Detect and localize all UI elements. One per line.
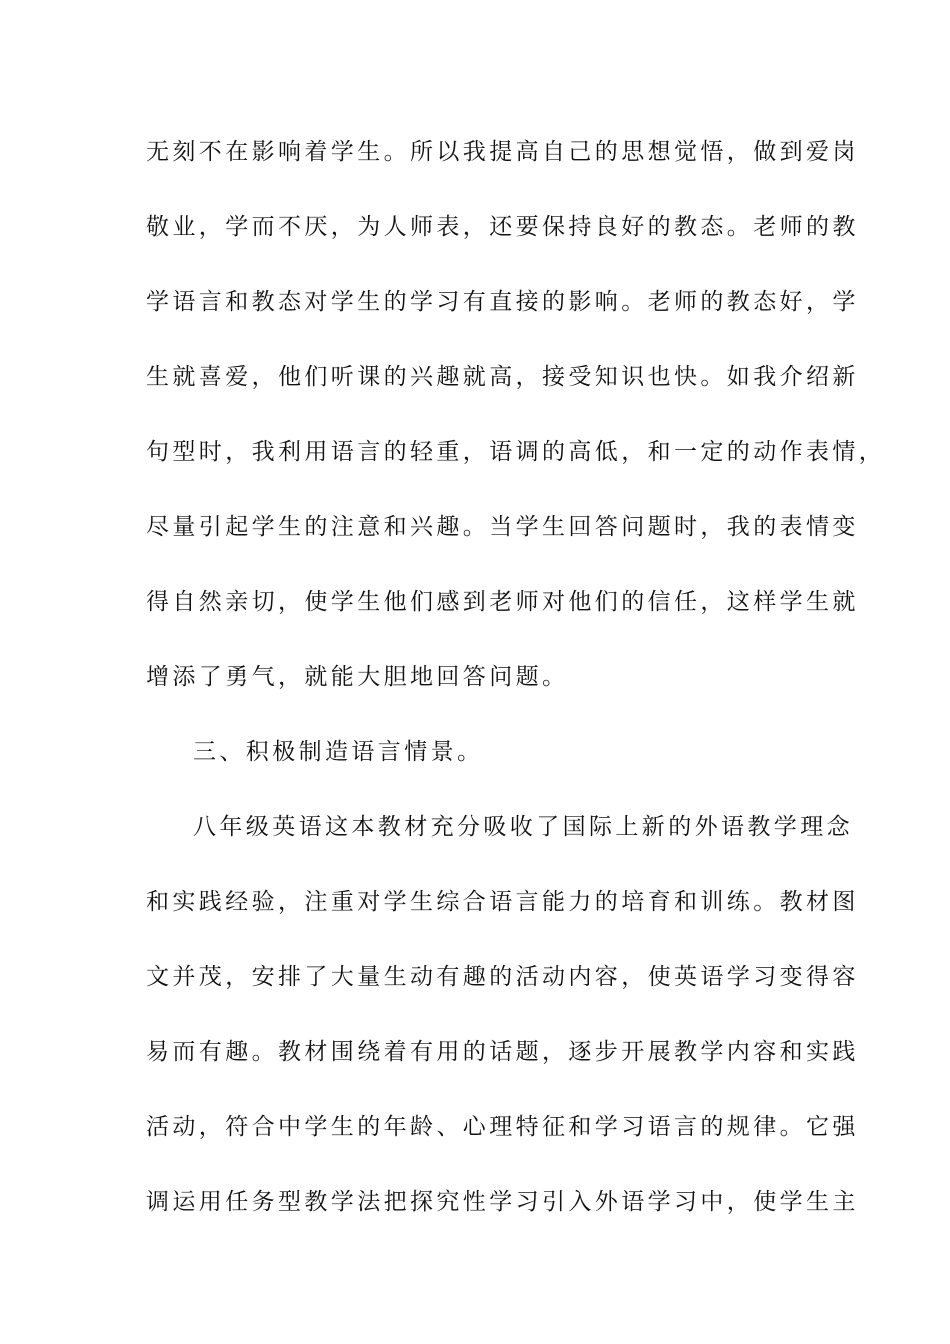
paragraph-line: 无刻不在影响着学生。所以我提高自己的思想觉悟，做到爱岗: [146, 139, 859, 165]
paragraph-line: 学语言和教态对学生的学习有直接的影响。老师的教态好，学: [146, 289, 859, 315]
paragraph-line: 尽量引起学生的注意和兴趣。当学生回答问题时，我的表情变: [146, 514, 859, 540]
paragraph-line: 句型时，我利用语言的轻重，语调的高低，和一定的动作表情，: [146, 439, 886, 465]
paragraph-line: 易而有趣。教材围绕着有用的话题，逐步开展教学内容和实践: [146, 1039, 859, 1065]
paragraph-line: 敬业，学而不厌，为人师表，还要保持良好的教态。老师的教: [146, 214, 859, 240]
paragraph-line: 文并茂，安排了大量生动有趣的活动内容，使英语学习变得容: [146, 964, 859, 990]
section-heading: 三、积极制造语言情景。: [193, 739, 484, 765]
paragraph-line: 活动，符合中学生的年龄、心理特征和学习语言的规律。它强: [146, 1114, 859, 1140]
paragraph-line: 调运用任务型教学法把探究性学习引入外语学习中，使学生主: [146, 1189, 859, 1215]
paragraph-line: 和实践经验，注重对学生综合语言能力的培育和训练。教材图: [146, 889, 859, 915]
paragraph-line: 增添了勇气，就能大胆地回答问题。: [146, 664, 569, 690]
paragraph-line: 八年级英语这本教材充分吸收了国际上新的外语教学理念: [193, 814, 853, 840]
paragraph-line: 生就喜爱，他们听课的兴趣就高，接受知识也快。如我介绍新: [146, 364, 859, 390]
paragraph-line: 得自然亲切，使学生他们感到老师对他们的信任，这样学生就: [146, 589, 859, 615]
